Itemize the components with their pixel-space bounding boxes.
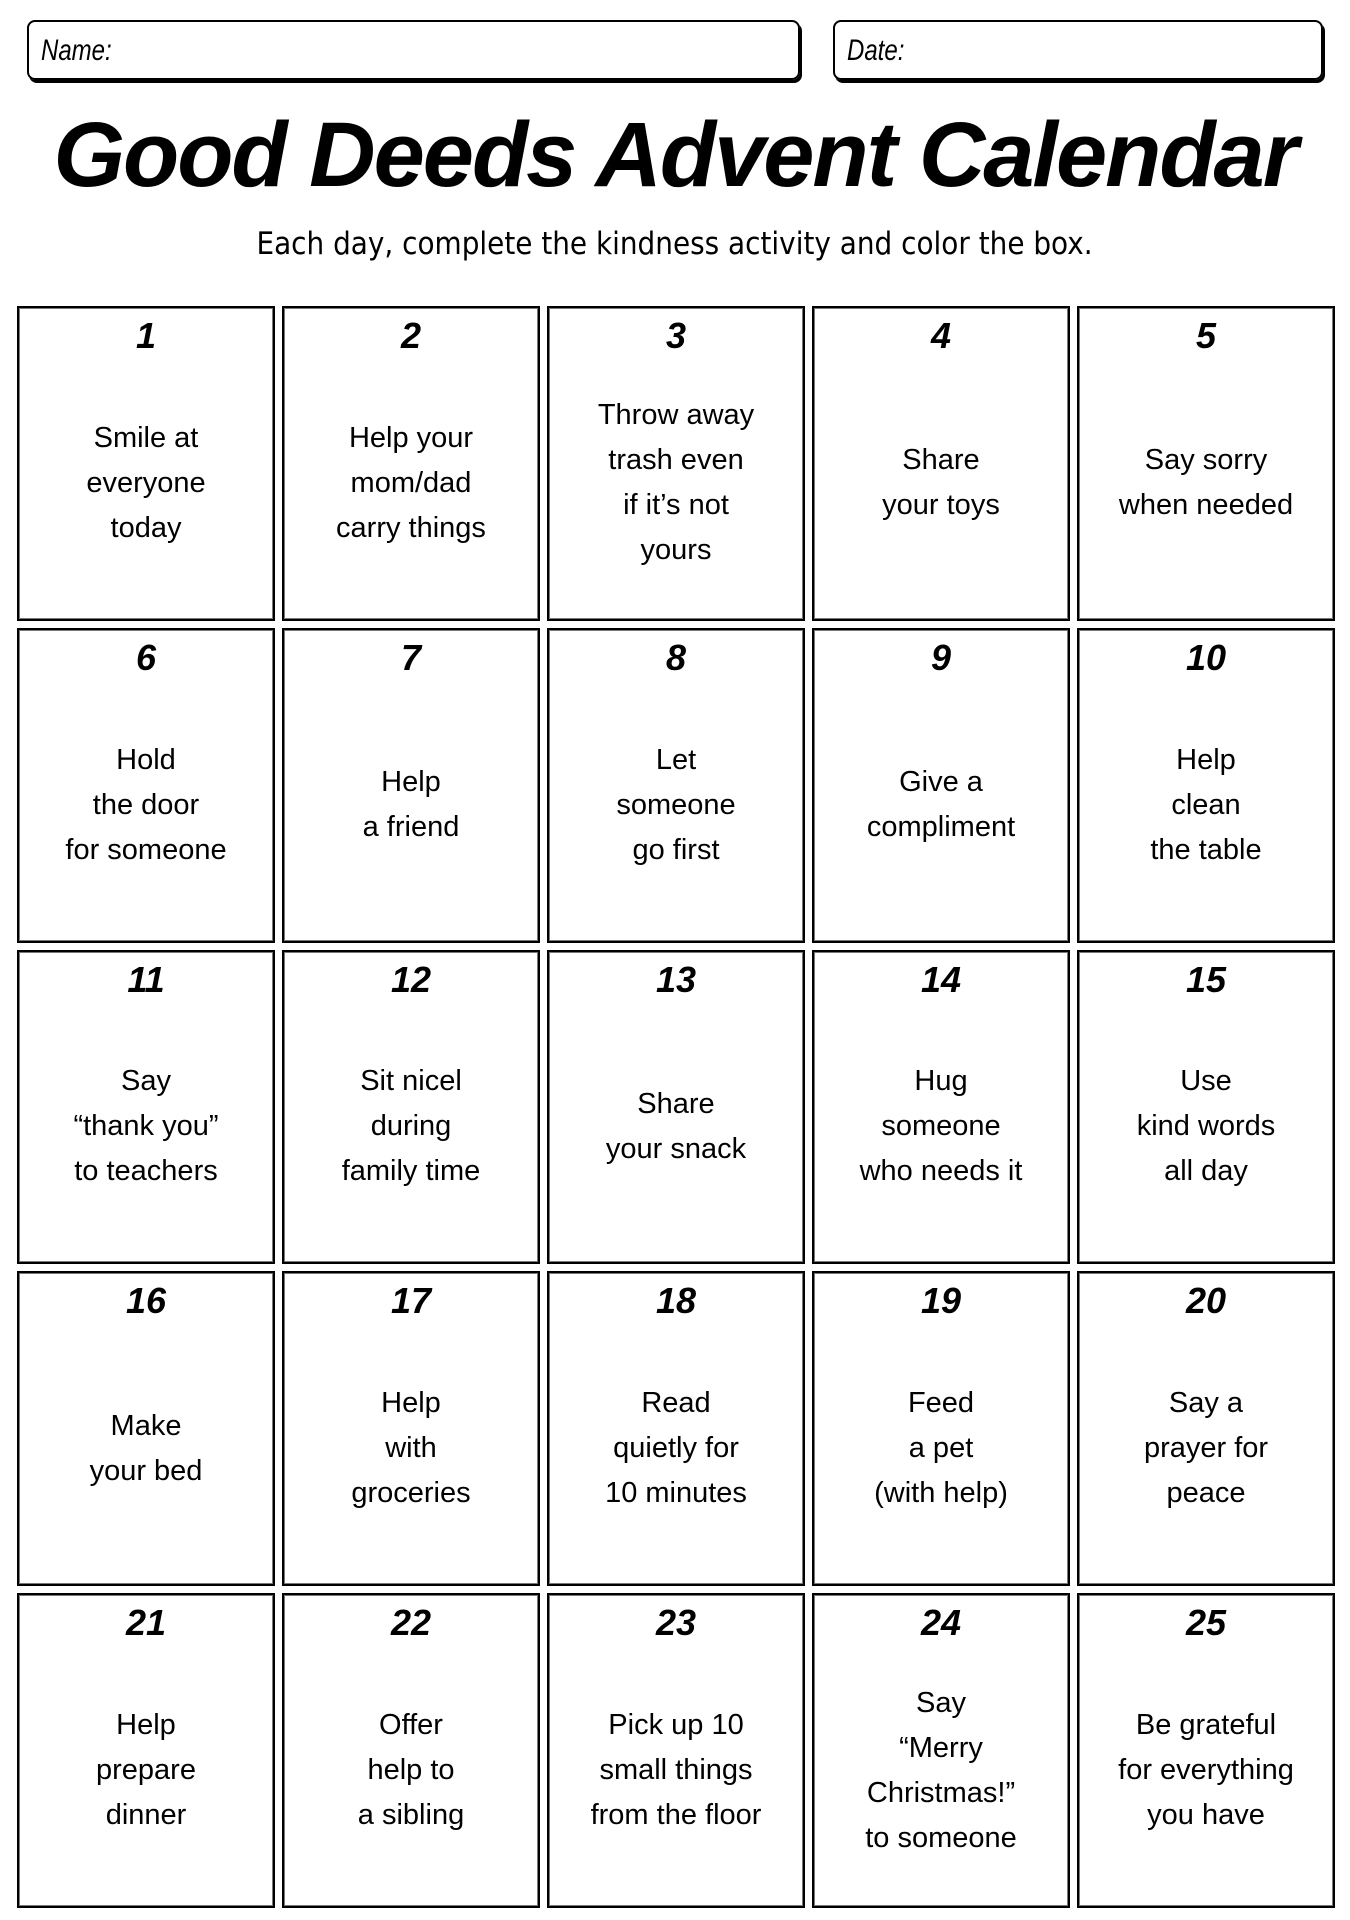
instructions-area <box>0 222 1350 266</box>
day-number: 6 <box>135 636 157 678</box>
day-box-7[interactable] <box>282 628 540 943</box>
title-area <box>0 100 1350 210</box>
activity-line: Make <box>110 1409 182 1442</box>
activity-line: Say <box>121 1065 171 1098</box>
day-box-9[interactable] <box>812 628 1070 943</box>
day-activity <box>818 1329 1064 1568</box>
day-number: 23 <box>655 1602 697 1644</box>
activity-line: Say sorry <box>1144 444 1268 477</box>
activity-line: for someone <box>65 833 227 866</box>
day-number: 19 <box>920 1280 962 1322</box>
day-activity <box>818 1008 1064 1247</box>
activity-line: prayer for <box>1143 1432 1269 1465</box>
day-number: 2 <box>400 315 422 356</box>
activity-line: Help <box>116 1709 176 1742</box>
activity-line: compliment <box>866 811 1016 844</box>
day-number: 12 <box>390 958 432 1000</box>
activity-line: Say <box>916 1686 966 1719</box>
activity-line: a sibling <box>357 1799 465 1832</box>
activity-line: Pick up 10 <box>608 1709 744 1742</box>
activity-line: go first <box>632 833 720 866</box>
activity-line: to someone <box>865 1821 1017 1854</box>
activity-line: kind words <box>1136 1110 1276 1143</box>
day-activity <box>553 1329 799 1568</box>
day-activity <box>1083 364 1329 603</box>
day-box-1[interactable] <box>17 306 275 621</box>
activity-line: quietly for <box>613 1432 739 1465</box>
activity-line: Use <box>1180 1065 1232 1098</box>
day-activity <box>23 1008 269 1247</box>
day-activity <box>23 686 269 925</box>
name-field[interactable] <box>27 20 800 80</box>
activity-line: Help your <box>348 421 474 454</box>
day-activity <box>1083 686 1329 925</box>
day-number: 1 <box>135 315 157 356</box>
activity-line: all day <box>1164 1155 1248 1188</box>
day-box-2[interactable] <box>282 306 540 621</box>
day-number: 10 <box>1185 636 1227 678</box>
activity-line: Say a <box>1168 1387 1244 1420</box>
activity-line: Offer <box>379 1709 443 1742</box>
activity-line: the door <box>92 788 200 821</box>
activity-line: help to <box>367 1754 455 1787</box>
activity-line: Throw away <box>597 399 755 432</box>
activity-line: for everything <box>1118 1754 1294 1787</box>
day-box-3[interactable] <box>547 306 805 621</box>
day-activity <box>288 1651 534 1890</box>
activity-line: from the floor <box>590 1799 762 1832</box>
activity-line: 10 minutes <box>605 1477 747 1510</box>
day-number: 25 <box>1185 1602 1227 1644</box>
activity-line: you have <box>1147 1799 1265 1832</box>
activity-line: mom/dad <box>350 466 472 499</box>
day-box-15[interactable] <box>1077 950 1335 1265</box>
day-activity <box>288 686 534 925</box>
date-label: Date: <box>847 34 905 67</box>
activity-line: Share <box>637 1087 715 1120</box>
day-number: 15 <box>1185 958 1227 1000</box>
calendar-grid <box>17 306 1335 1908</box>
day-number: 3 <box>665 315 687 356</box>
day-box-23[interactable] <box>547 1593 805 1908</box>
activity-line: Smile at <box>93 421 199 454</box>
activity-line: Read <box>641 1387 711 1420</box>
day-box-11[interactable] <box>17 950 275 1265</box>
date-field[interactable] <box>833 20 1323 80</box>
activity-line: today <box>110 511 182 544</box>
activity-line: with <box>385 1432 437 1465</box>
day-activity <box>23 364 269 603</box>
day-activity <box>818 686 1064 925</box>
activity-line: Help <box>1176 743 1236 776</box>
activity-line: Feed <box>907 1387 975 1420</box>
activity-line: Hold <box>116 743 176 776</box>
day-box-24[interactable] <box>812 1593 1070 1908</box>
day-number: 13 <box>655 958 697 1000</box>
day-activity <box>553 686 799 925</box>
day-number: 7 <box>400 636 422 678</box>
activity-line: Help <box>381 766 441 799</box>
day-box-8[interactable] <box>547 628 805 943</box>
activity-line: if it’s not <box>623 489 729 522</box>
day-box-25[interactable] <box>1077 1593 1335 1908</box>
activity-line: Be grateful <box>1135 1709 1277 1742</box>
day-activity <box>818 1651 1064 1890</box>
activity-line: the table <box>1150 833 1262 866</box>
activity-line: “thank you” <box>73 1110 219 1143</box>
day-activity <box>553 1651 799 1890</box>
activity-line: family time <box>341 1155 481 1188</box>
activity-line: peace <box>1166 1477 1246 1510</box>
day-number: 17 <box>390 1280 432 1322</box>
day-box-4[interactable] <box>812 306 1070 621</box>
name-label: Name: <box>41 34 112 67</box>
activity-line: who needs it <box>859 1155 1023 1188</box>
activity-line: your toys <box>882 489 1000 522</box>
day-box-21[interactable] <box>17 1593 275 1908</box>
day-box-14[interactable] <box>812 950 1070 1265</box>
day-activity <box>23 1651 269 1890</box>
day-box-6[interactable] <box>17 628 275 943</box>
day-activity <box>1083 1651 1329 1890</box>
activity-line: small things <box>599 1754 753 1787</box>
day-number: 11 <box>127 958 165 1000</box>
activity-line: during <box>370 1110 452 1143</box>
day-box-10[interactable] <box>1077 628 1335 943</box>
day-box-12[interactable] <box>282 950 540 1265</box>
day-number: 16 <box>125 1280 167 1322</box>
activity-line: Let <box>655 743 697 776</box>
instructions: Each day, complete the kindness activity and color the box. <box>256 226 1094 262</box>
day-box-18[interactable] <box>547 1271 805 1586</box>
activity-line: clean <box>1171 788 1241 821</box>
activity-line: yours <box>640 534 712 567</box>
day-box-13[interactable] <box>547 950 805 1265</box>
day-box-16[interactable] <box>17 1271 275 1586</box>
day-number: 18 <box>655 1280 697 1322</box>
day-activity <box>818 364 1064 603</box>
activity-line: someone <box>881 1110 1001 1143</box>
day-box-5[interactable] <box>1077 306 1335 621</box>
day-number: 24 <box>920 1602 962 1644</box>
day-box-19[interactable] <box>812 1271 1070 1586</box>
day-number: 21 <box>125 1602 167 1644</box>
day-number: 8 <box>665 636 687 678</box>
activity-line: everyone <box>86 466 206 499</box>
activity-line: “Merry <box>899 1731 983 1764</box>
activity-line: your bed <box>89 1454 203 1487</box>
activity-line: Hug <box>914 1065 968 1098</box>
day-activity <box>553 1008 799 1247</box>
day-number: 9 <box>930 636 952 678</box>
activity-line: Give a <box>899 766 983 799</box>
activity-line: Share <box>902 444 980 477</box>
day-activity <box>1083 1329 1329 1568</box>
activity-line: trash even <box>608 444 744 477</box>
activity-line: someone <box>616 788 736 821</box>
activity-line: (with help) <box>874 1477 1008 1510</box>
day-box-20[interactable] <box>1077 1271 1335 1586</box>
activity-line: Christmas!” <box>866 1776 1016 1809</box>
activity-line: prepare <box>96 1754 196 1787</box>
activity-line: groceries <box>351 1477 471 1510</box>
day-box-17[interactable] <box>282 1271 540 1586</box>
day-number: 5 <box>1195 315 1217 356</box>
activity-line: Sit nicel <box>360 1065 462 1098</box>
activity-line: carry things <box>336 511 486 544</box>
activity-line: a friend <box>362 811 460 844</box>
activity-line: dinner <box>105 1799 187 1832</box>
activity-line: to teachers <box>74 1155 218 1188</box>
activity-line: Help <box>381 1387 441 1420</box>
page-title: Good Deeds Advent Calendar <box>53 104 1297 206</box>
day-box-22[interactable] <box>282 1593 540 1908</box>
day-number: 14 <box>920 958 962 1000</box>
day-number: 20 <box>1185 1280 1227 1322</box>
day-activity <box>288 1008 534 1247</box>
activity-line: your snack <box>605 1132 747 1165</box>
activity-line: when needed <box>1118 489 1294 522</box>
day-activity <box>553 364 799 603</box>
activity-line: a pet <box>908 1432 974 1465</box>
day-activity <box>288 364 534 603</box>
day-number: 4 <box>930 315 952 356</box>
day-activity <box>288 1329 534 1568</box>
day-activity <box>23 1329 269 1568</box>
day-activity <box>1083 1008 1329 1247</box>
day-number: 22 <box>390 1602 432 1644</box>
